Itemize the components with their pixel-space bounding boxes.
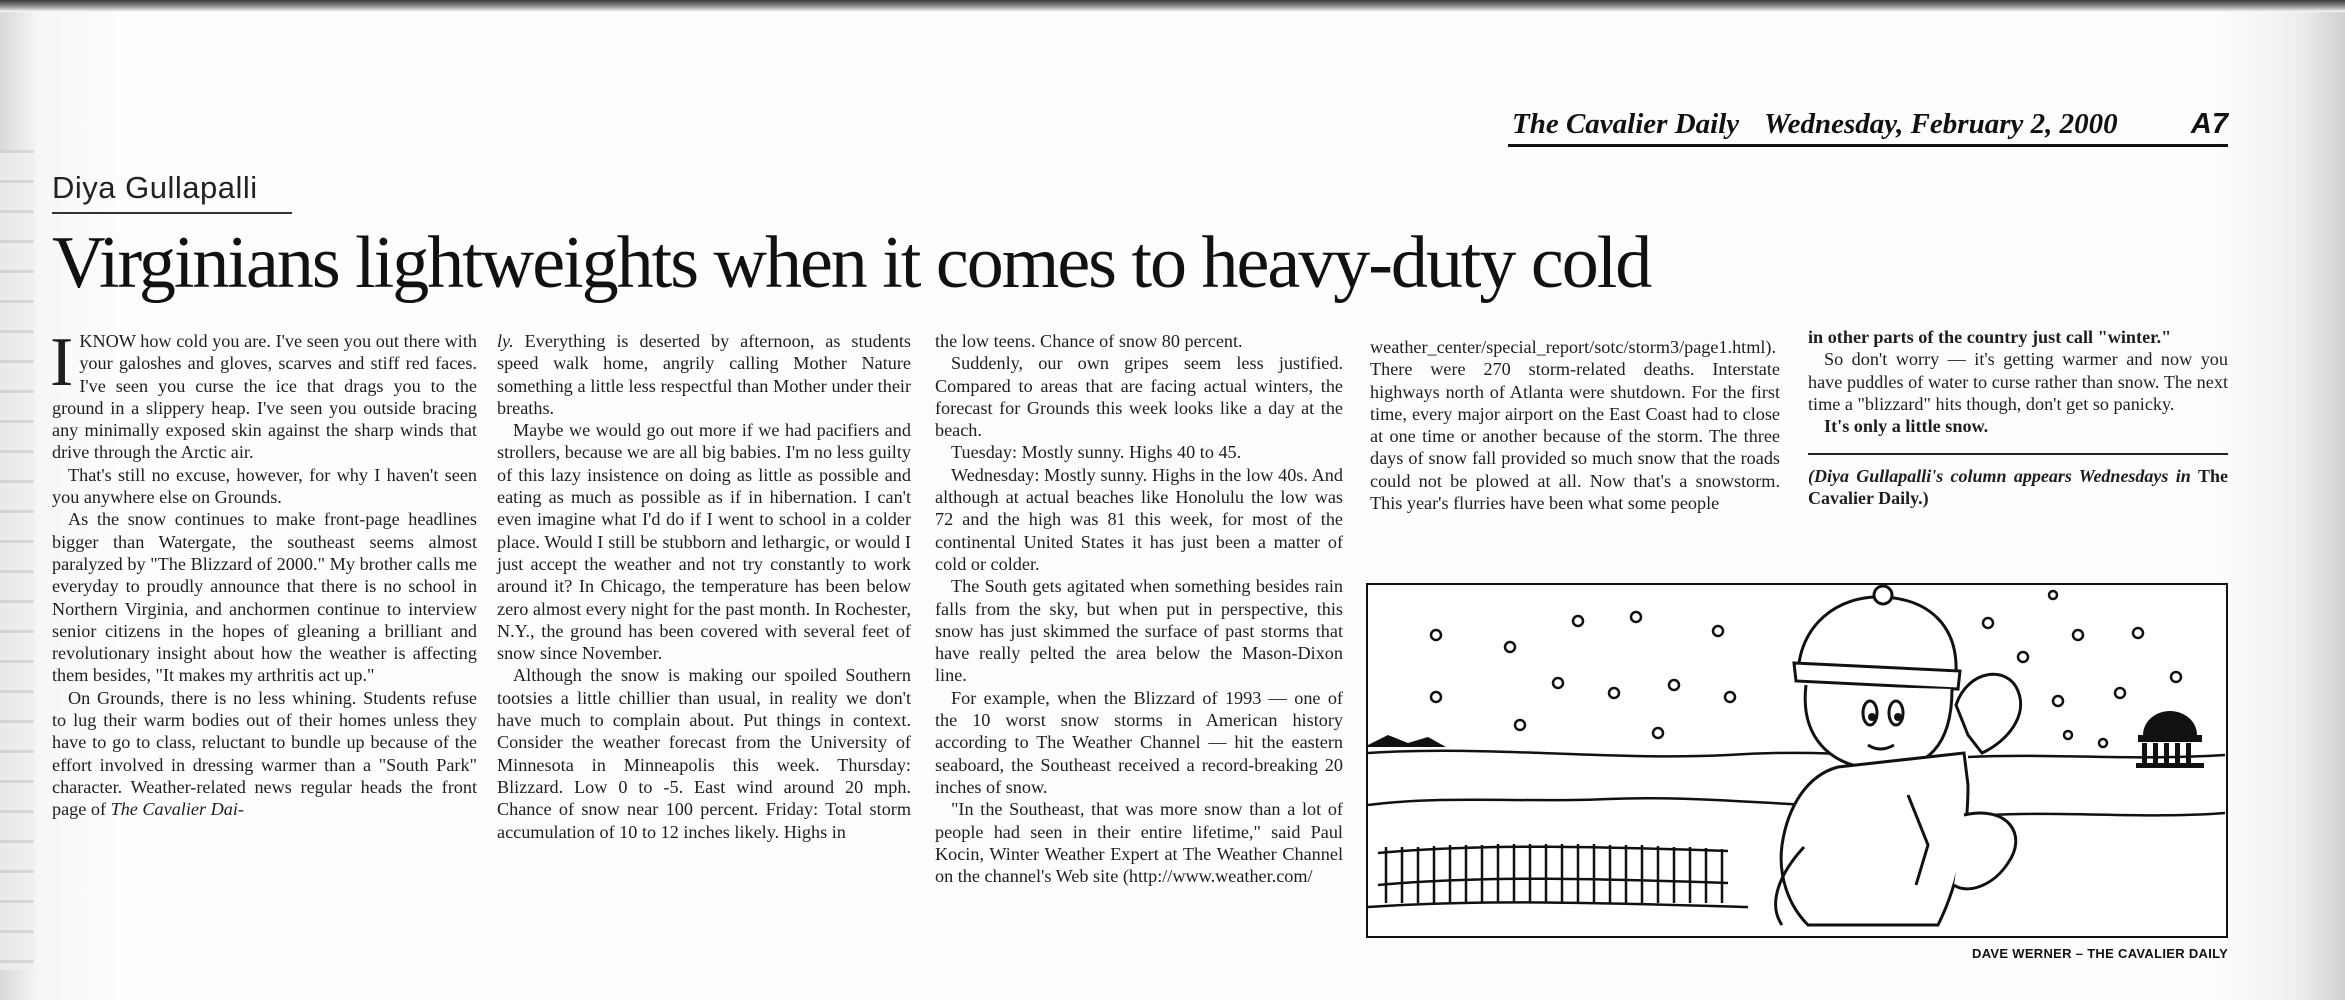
paragraph: the low teens. Chance of snow 80 percent.	[935, 331, 1243, 351]
paragraph: in other parts of the country just call "winter."	[1808, 327, 2172, 347]
snowflake	[1515, 720, 1525, 730]
snowflake	[1631, 612, 1641, 622]
column-note-paper: The Cavalier Daily.)	[1808, 466, 2229, 509]
paragraph	[50, 324, 477, 464]
left-pupil	[1870, 715, 1875, 720]
drop-cap: I	[50, 324, 74, 401]
article-column-1	[50, 324, 477, 821]
article-column-3	[935, 330, 1343, 887]
hat-pom-pom	[1874, 586, 1892, 604]
paragraph: Although the snow is making our spoiled Southern tootsies a little chillier than usual, in reality we don't have much to complain about. Put things in context. Consider the weather forecast from the University of Minnesota in Minneapolis this week. Thursday: Blizzard. Low 0 to -5. East wind around 20 mph. Chance of snow near 100 percent. Friday: Total storm accumulation of 10 to 12 inches likely. Highs in	[497, 665, 911, 842]
right-eye	[1889, 701, 1903, 725]
paragraph-text: Everything is deserted by afternoon, as students speed walk home, angrily calling Mother Nature something a little less respectful than Mother under their breaths.	[497, 331, 912, 418]
paragraph: For example, when the Blizzard of 1993 — one of the 10 worst snow storms in American history according to The Weather Channel — hit the eastern seaboard, the Southeast received a record-breaking 20 inches of snow.	[935, 687, 1343, 797]
column-note-rule	[1808, 453, 2228, 455]
distant-hill	[1368, 735, 1446, 747]
snowflake	[2018, 652, 2028, 662]
horizon-line	[1368, 751, 1888, 757]
paragraph: Maybe we would go out more if we had pacifiers and strollers, because we are all big babies. I'm no less guilty of this lazy insistence on doing as little as possible and eating as much as possible as if in hibernation. I can't even imagine what I'd do if I went to school in a colder place. Would I still be stubborn and lethargic, or would I just accept the weather and not try constantly to work around it? In Chicago, the temperature has been below zero almost every night for the past month. In Rochester, N.Y., the ground has been covered with several feet of snow since November.	[497, 420, 911, 664]
right-pupil	[1896, 715, 1901, 720]
snowflake	[1431, 692, 1441, 702]
article-column-5	[1808, 326, 2228, 509]
snowflake	[2073, 630, 2083, 640]
snow-bank-line	[1988, 813, 2225, 815]
snowflake	[1553, 678, 1563, 688]
rotunda-icon	[2136, 711, 2204, 768]
page-binding-shadow	[0, 150, 34, 970]
snowflake	[1609, 688, 1619, 698]
cartoon-illustration	[1366, 583, 2228, 938]
paragraph	[497, 330, 911, 419]
cartoon-credit: DAVE WERNER – THE CAVALIER DAILY	[1972, 946, 2229, 961]
snowflake	[2053, 696, 2063, 706]
snowflake	[2064, 731, 2072, 739]
paper-name-italic: ly.	[497, 331, 514, 351]
snowflake	[2133, 628, 2143, 638]
paragraph: It's only a little snow.	[1824, 416, 1989, 437]
paragraph-text: KNOW how cold you are. I've seen you out there with your galoshes and gloves, scarves and stiff red faces. I've seen you curse the ice that drags you to the ground in a slippery heap. I've seen you outside bracing any minimally exposed skin against the sharp winds that drive through the Arctic air.	[52, 331, 477, 463]
paragraph: As the snow continues to make front-page headlines bigger than Watergate, the southeast seems almost paralyzed by "The Blizzard of 2000." My brother calls me everyday to proudly announce that there is no school in Northern Virginia, and anchormen continue to interview senior citizens in the hopes of gleaning a brilliant and revolutionary insight about how the weather is affecting them besides, "It makes my arthritis act up."	[52, 509, 477, 686]
paragraph: weather_center/special_report/sotc/storm3/page1.html). There were 270 storm-related deaths. Interstate highways north of Atlanta were shutdown. For the first time, every major airport on the East Coast had to close at one time or another because of the storm. The three days of snow fall provided so much snow that the roads could not be plowed at all. Now that's a snowstorm. This year's flurries have been what some people	[1370, 337, 1780, 514]
byline-rule	[52, 212, 292, 214]
snowflake	[1983, 618, 1993, 628]
masthead-page-number: A7	[2190, 108, 2228, 140]
paragraph-text: On Grounds, there is no less whining. Students refuse to lug their warm bodies out of their homes unless they have to go to class, reluctant to bundle up because of the effort involved in dressing warmer than a "South Park" character. Weather-related news regular heads the front page of	[52, 687, 477, 820]
masthead-paper-name: The Cavalier Daily	[1512, 108, 1740, 140]
snowflake	[1725, 692, 1735, 702]
snowflake	[2099, 739, 2107, 747]
paragraph: Wednesday: Mostly sunny. Highs in the low 40s. And although at actual beaches like Honolulu the low was 72 and the high was 81 this week, for most of the continental United States it has just been a matter of cold or colder.	[935, 464, 1343, 574]
headline: Virginians lightweights when it comes to heavy-duty cold	[52, 222, 1651, 304]
masthead	[1508, 104, 2228, 147]
article-column-2	[497, 330, 911, 843]
paragraph: That's still no excuse, however, for why I haven't seen you anywhere else on Grounds.	[52, 464, 477, 508]
jacket	[1781, 753, 1968, 925]
arm	[1954, 813, 2016, 889]
snowflake	[1573, 616, 1583, 626]
page-top-edge	[0, 0, 2345, 12]
paper-name-italic: The Cavalier Dai-	[110, 799, 244, 820]
snowflake	[2171, 672, 2181, 682]
snowflake	[1431, 630, 1441, 640]
snowflake	[1713, 626, 1723, 636]
paragraph: Suddenly, our own gripes seem less justified. Compared to areas that are facing actual winters, the forecast for Grounds this week looks like a day at the beach.	[935, 353, 1343, 441]
paragraph	[52, 687, 477, 821]
byline: Diya Gullapalli	[52, 170, 258, 205]
paragraph: Tuesday: Mostly sunny. Highs 40 to 45.	[951, 442, 1242, 463]
paragraph: So don't worry — it's getting warmer and now you have puddles of water to curse rather than snow. The next time a "blizzard" hits though, don't get so panicky.	[1808, 349, 2228, 414]
paragraph: "In the Southeast, that was more snow than a lot of people had seen in their entire lifetime," said Paul Kocin, Winter Weather Expert at The Weather Channel on the channel's Web site (http://www.weather.com/	[935, 799, 1343, 887]
cartoon-drawing	[1368, 585, 2225, 935]
snowflake	[2115, 688, 2125, 698]
masthead-date: Wednesday, February 2, 2000	[1764, 108, 2118, 140]
column-note-italic: (Diya Gullapalli's column appears Wednesdays in	[1808, 466, 2191, 487]
left-eye	[1863, 701, 1877, 725]
snowflake	[1669, 680, 1679, 690]
paragraph: The South gets agitated when something besides rain falls from the sky, but when put in perspective, this snow has just skimmed the surface of past storms that have really pelted the area below the Mason-Dixon line.	[935, 576, 1343, 686]
article-column-4	[1370, 336, 1780, 514]
snowflake	[2049, 591, 2057, 599]
waving-mitten	[1956, 674, 2021, 753]
snowflake	[1653, 728, 1663, 738]
fence	[1368, 844, 1748, 907]
column-note	[1808, 465, 2228, 509]
snowflake	[1505, 642, 1515, 652]
